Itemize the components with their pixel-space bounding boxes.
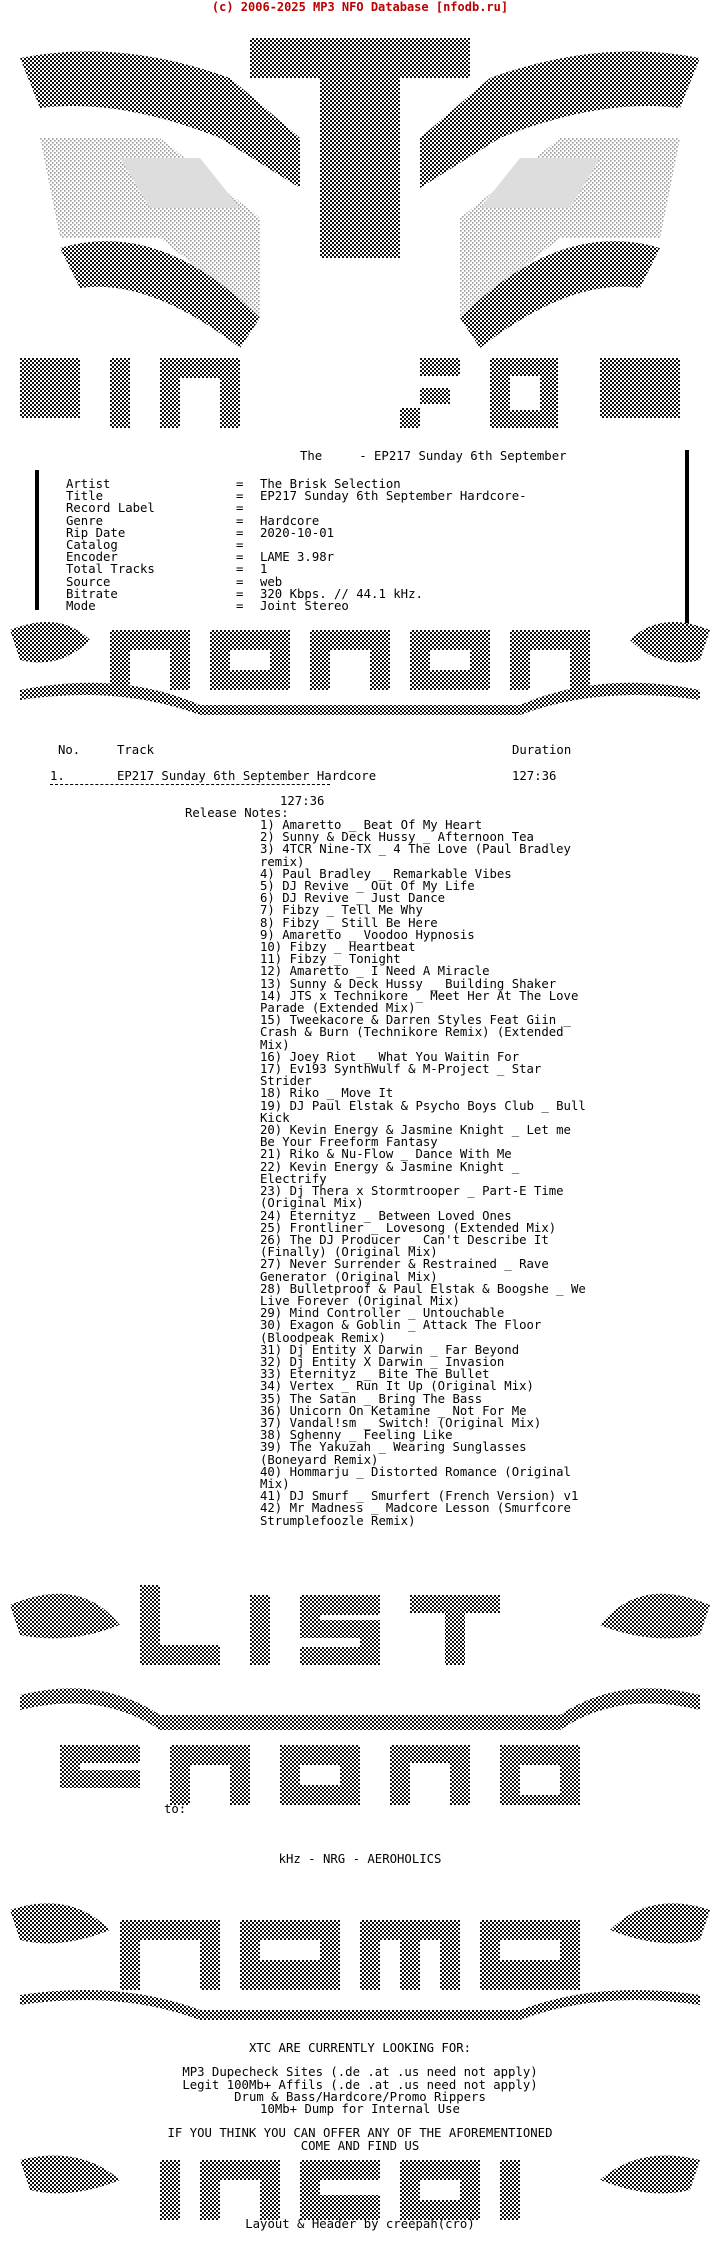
release-note-line: 27) Never Surrender & Restrained _ Rave	[260, 1257, 549, 1272]
release-note-line: (Boneyard Remix)	[260, 1452, 379, 1467]
col-track: Track	[117, 743, 155, 757]
shouts-banner-art	[0, 1565, 720, 1815]
release-note-line: Generator (Original Mix)	[260, 1269, 438, 1284]
track-duration: 127:36	[512, 769, 557, 783]
release-note-line: 10) Fibzy _ Heartbeat	[260, 940, 416, 955]
release-note-line: 41) DJ Smurf _ Smurfert (French Version) v1	[260, 1489, 579, 1504]
release-note-line: 19) DJ Paul Elstak & Psycho Boys Club _ Bull	[260, 1098, 586, 1113]
info-value: Joint Stereo	[260, 599, 349, 614]
release-note-line: Be Your Freeform Fantasy	[260, 1135, 438, 1150]
news-banner-art	[0, 1890, 720, 2030]
release-note-line: 6) DJ Revive _ Just Dance	[260, 891, 446, 906]
news-line: IF YOU THINK YOU CAN OFFER ANY OF THE AFOREMENTIONED	[167, 2126, 553, 2141]
release-note-line: 13) Sunny & Deck Hussy _ Building Shaker	[260, 976, 557, 991]
info-sep: =	[236, 477, 244, 491]
info-value: web	[260, 574, 283, 589]
info-label: Encoder	[66, 550, 118, 565]
info-label: Title	[66, 489, 104, 504]
release-note-line: 34) Vertex _ Run It Up (Original Mix)	[260, 1379, 534, 1394]
info-value: LAME 3.98r	[260, 550, 335, 565]
release-note-line: 8) Fibzy _ Still Be Here	[260, 915, 438, 930]
info-sep: =	[236, 513, 244, 528]
release-note-line: Strumplefoozle Remix)	[260, 1513, 416, 1528]
release-note-line: 2) Sunny & Deck Hussy _ Afternoon Tea	[260, 830, 534, 845]
release-note-line: 4) Paul Bradley _ Remarkable Vibes	[260, 866, 512, 881]
shouts-to: to:	[164, 1802, 187, 1816]
info-value: 1	[260, 562, 268, 577]
release-note-line: 14) JTS x Technikore _ Meet Her At The Love	[260, 988, 579, 1003]
release-note-line: 39) The Yakuzah _ Wearing Sunglasses	[260, 1440, 527, 1455]
release-note-line: 28) Bulletproof & Paul Elstak & Boogshe _ We	[260, 1281, 586, 1296]
info-sep: =	[236, 599, 244, 614]
release-note-line: Live Forever (Original Mix)	[260, 1293, 460, 1308]
news-line: COME AND FIND US	[300, 2138, 420, 2153]
info-label: Record Label	[66, 501, 155, 516]
release-note-line: (Original Mix)	[260, 1196, 364, 1211]
release-note-line: 37) Vandal!sm _ Switch! (Original Mix)	[260, 1415, 542, 1430]
release-notes	[260, 819, 586, 1527]
release-note-line: 35) The Satan _ Bring The Bass	[260, 1391, 483, 1406]
news-line: Legit 100Mb+ Affils (.de .at .us need not apply)	[182, 2077, 538, 2092]
release-note-line: 25) Frontliner _ Lovesong (Extended Mix)	[260, 1220, 557, 1235]
info-label: Bitrate	[66, 586, 118, 601]
release-note-line: 38) Sghenny _ Feeling Like	[260, 1428, 453, 1443]
info-block	[66, 478, 527, 612]
release-note-line: 1) Amaretto _ Beat Of My Heart	[260, 818, 483, 832]
release-note-line: 20) Kevin Energy & Jasmine Knight _ Let me	[260, 1123, 571, 1138]
info-label: Total Tracks	[66, 562, 155, 577]
info-sep: =	[236, 525, 244, 540]
news-block	[0, 2042, 720, 2152]
info-row	[66, 527, 527, 539]
release-note-line: 29) Mind Controller _ Untouchable	[260, 1306, 505, 1321]
side-rule-left	[35, 470, 39, 610]
info-sep: =	[236, 489, 244, 504]
info-value: EP217 Sunday 6th September Hardcore-	[260, 489, 527, 504]
info-row	[66, 563, 527, 575]
info-label: Artist	[66, 477, 111, 491]
track-no: 1.	[50, 769, 65, 783]
credits: Layout & Header by creepah(cro)	[245, 2217, 475, 2231]
info-label: Rip Date	[66, 525, 126, 540]
info-value: 2020-10-01	[260, 525, 335, 540]
col-no: No.	[58, 743, 81, 757]
release-note-line: 21) Riko & Nu-Flow _ Dance With Me	[260, 1147, 512, 1162]
release-note-line: 3) 4TCR Nine-TX _ 4 The Love (Paul Bradley	[260, 842, 571, 857]
release-note-line: Strider	[260, 1074, 312, 1089]
side-rule	[685, 450, 689, 630]
release-note-line: 40) Hommarju _ Distorted Romance (Original	[260, 1464, 571, 1479]
release-note-line: 7) Fibzy _ Tell Me Why	[260, 903, 423, 918]
info-sep: =	[236, 574, 244, 589]
tracks-banner-art	[0, 610, 720, 720]
release-title-line: The - EP217 Sunday 6th September	[300, 449, 567, 463]
xtc-logo-art	[0, 18, 720, 438]
release-note-line: Electrify	[260, 1171, 327, 1186]
release-note-line: 17) Ev193 SynthWulf & M-Project _ Star	[260, 1062, 542, 1077]
release-note-line: 16) Joey Riot _ What You Waitin For	[260, 1049, 520, 1064]
news-line: MP3 Dupecheck Sites (.de .at .us need not apply)	[182, 2065, 538, 2080]
news-line: Drum & Bass/Hardcore/Promo Rippers	[234, 2089, 486, 2104]
release-note-line: 11) Fibzy _ Tonight	[260, 952, 401, 967]
news-line: 10Mb+ Dump for Internal Use	[260, 2102, 460, 2117]
release-note-line: 15) Tweekacore & Darren Styles Feat Giin _	[260, 1013, 571, 1028]
release-note-line: 33) Eternityz _ Bite The Bullet	[260, 1367, 490, 1382]
info-label: Genre	[66, 513, 104, 528]
total-time: 127:36	[280, 794, 325, 808]
release-note-line: Mix)	[260, 1476, 290, 1491]
release-note-line: Mix)	[260, 1037, 290, 1052]
release-note-line: 18) Riko _ Move It	[260, 1086, 394, 1101]
release-note-line: 36) Unicorn On Ketamine _ Not For Me	[260, 1403, 527, 1418]
release-note-line: 30) Exagon & Goblin _ Attack The Floor	[260, 1318, 542, 1333]
release-note-line: Crash & Burn (Technikore Remix) (Extended	[260, 1025, 564, 1040]
info-rows	[66, 478, 527, 612]
release-note-line: 12) Amaretto _ I Need A Miracle	[260, 964, 490, 979]
divider	[50, 784, 330, 785]
info-sep: =	[236, 538, 244, 553]
release-note-line: Kick	[260, 1110, 290, 1125]
info-label: Mode	[66, 599, 96, 614]
news-line: XTC ARE CURRENTLY LOOKING FOR:	[248, 2041, 472, 2055]
release-note-line: remix)	[260, 854, 305, 869]
site-header: (c) 2006-2025 MP3 NFO Database [nfodb.ru]	[211, 0, 509, 14]
release-note-line: 32) Dj Entity X Darwin _ Invasion	[260, 1354, 505, 1369]
release-note-line: 42) Mr Madness _ Madcore Lesson (Smurfcore	[260, 1501, 571, 1516]
release-note-line: 9) Amaretto _ Voodoo Hypnosis	[260, 927, 475, 942]
release-notes-label: Release Notes:	[185, 806, 289, 820]
release-note-line: 23) Dj Thera x Stormtrooper _ Part-E Time	[260, 1184, 564, 1199]
info-sep: =	[236, 550, 244, 565]
col-duration: Duration	[512, 743, 572, 757]
shouts-line: kHz - NRG - AEROHOLICS	[278, 1852, 442, 1866]
info-value: The Brisk Selection	[260, 477, 401, 491]
track-title: EP217 Sunday 6th September Hardcore	[117, 769, 377, 783]
info-label: Catalog	[66, 538, 118, 553]
release-note-line: 24) Eternityz _ Between Loved Ones	[260, 1208, 512, 1223]
info-sep: =	[236, 562, 244, 577]
release-note-line: 31) Dj Entity X Darwin _ Far Beyond	[260, 1342, 520, 1357]
info-value: 320 Kbps. // 44.1 kHz.	[260, 586, 423, 601]
release-note-line: (Finally) (Original Mix)	[260, 1245, 438, 1260]
release-note-line: (Bloodpeak Remix)	[260, 1330, 386, 1345]
release-note-line: 5) DJ Revive _ Out Of My Life	[260, 879, 475, 894]
release-note-line: 22) Kevin Energy & Jasmine Knight _	[260, 1159, 520, 1174]
info-label: Source	[66, 574, 111, 589]
info-sep: =	[236, 501, 244, 516]
info-sep: =	[236, 586, 244, 601]
info-value: Hardcore	[260, 513, 320, 528]
release-note-line: 26) The DJ Producer _ Can't Describe It	[260, 1232, 549, 1247]
release-note-line: Parade (Extended Mix)	[260, 1001, 416, 1016]
